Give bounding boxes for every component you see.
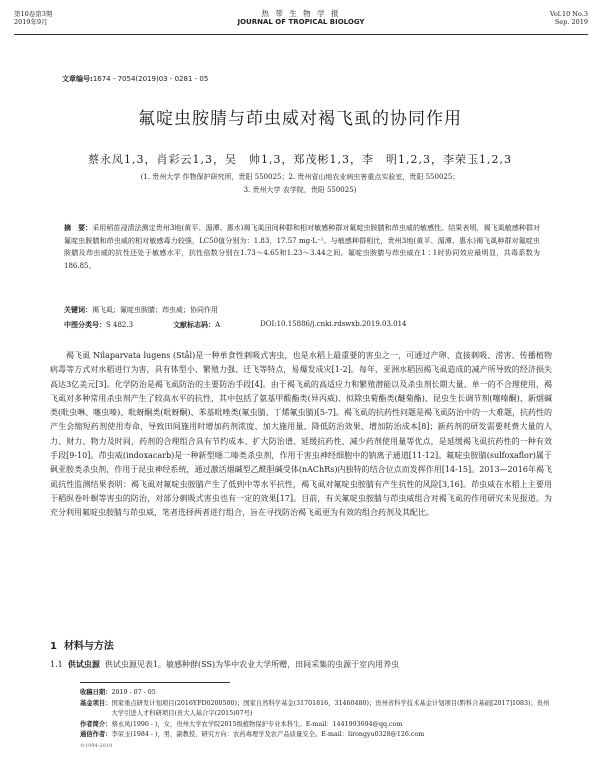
affiliation-line: (1. 贵州大学 作物保护研究所，贵阳 550025；2. 贵州省山地农业病虫害重点实验室，贵阳 550025； — [140, 173, 460, 181]
footnote-row — [80, 720, 552, 731]
footnote-key: 收稿日期： — [80, 689, 112, 696]
date-en: Sep. 2019 — [554, 18, 588, 26]
article-number-label: 文章编号: — [62, 75, 93, 83]
header-right — [550, 10, 588, 26]
footnotes — [80, 688, 552, 752]
affiliations — [0, 171, 600, 197]
volume-en: Vol.10 No.3 — [549, 10, 588, 18]
clc-label: 中图分类号： — [64, 321, 106, 329]
subsection — [50, 659, 552, 670]
footnote-key: 作者简介： — [80, 720, 112, 728]
subsection-number: 1.1 — [50, 660, 63, 669]
affiliation-line: 3. 贵州大学 农学院，贵阳 550025) — [243, 186, 357, 194]
footnote-row — [80, 699, 552, 720]
paper-title: 氟啶虫胺腈与茚虫威对褐飞虱的协同作用 — [138, 109, 462, 129]
subsection-title: 供试虫源 — [67, 660, 100, 669]
abstract-label: 摘 要： — [64, 224, 93, 232]
article-number — [62, 74, 208, 84]
header-rule — [14, 34, 588, 35]
footnote-rule — [80, 682, 230, 683]
footnote-row — [80, 730, 552, 741]
footnote-key: 通信作者： — [80, 731, 112, 739]
journal-name-en: JOURNAL OF TROPICAL BIOLOGY — [237, 18, 365, 26]
abstract — [64, 222, 540, 272]
abstract-text: 采用稻苗浸渍法测定贵州3地(黄平、湄潭、惠水)褐飞虱田间种群和相对敏感种群对氟啶虫胺腈和茚虫威的敏感性。结果表明，褐飞虱敏感种群对氟啶虫胺腈和茚虫威的相对敏感毒力较强，LC50值分别为：1.83，17.57 mg·L⁻¹。与敏感种群相比，贵州3地(黄平、湄潭、惠水)褐飞虱种群对氟啶虫胺腈及茚虫威的抗性还处于敏感水平，抗性倍数分别在1.73～4.65和1.23～3.44之间。氟啶虫胺腈与茚虫威在1∶1时协同效应最明显，共毒系数为186.85。 — [64, 224, 541, 270]
article-number-value: 1674 - 7054(2019)03 - 0281 - 05 — [92, 75, 209, 83]
body-paragraph: 褐飞虱 Nilaparvata lugens (Stål)是一种单食性刺吸式害虫，也是水稻上最重要的害虫之一，可通过产卵、直接刺吸、涝害、传播植物病毒等方式对水稻进行为害，具有体型小、繁殖力强、迁飞等特点，易爆发成灾[1-2]。每年，亚洲水稻因褐飞虱造成的减产所导致的经济损失高达3亿美元[3]。化学防治是褐飞虱防治的主要防治手段[4]。由于褐飞虱的高适应力和繁殖潜能以及杀虫剂长期大量、单一的不合理使用，褐飞虱对多种常用杀虫剂产生了较高水平的抗性，其中包括了氨基甲酸酯类(异丙威)、拟除虫菊酯类(醚菊酯)、昆虫生长调节剂(噻嗪酮)、新烟碱类(吡虫啉、噻虫嗪)、吡蚜酮类(吡蚜酮)、苯基吡唑类(氟虫腈、丁烯氟虫腈)[5-7]。褐飞虱的抗药性问题是褐飞虱防治中的一大难题，抗药性的产生会缩短药剂使用寿命，导致田间施用时增加药剂浓度、加大施用量、降低防治效果、增加防治成本[8]；新药剂的研发需要耗费大量的人力、财力、物力及时间，药剂的合理组合具有节约成本、扩大防治谱、延缓抗药性、减少药剂使用量等优点，是延缓褐飞虱抗药性的一种有效手段[9-10]。茚虫威(indoxacarb)是一种新型噁二嗪类杀虫剂，作用于害虫神经细胞中的钠离子通道[11-12]。氟啶虫胺腈(sulfoxaflor)属于砜亚胺类杀虫剂，作用于昆虫神经系统，通过激活烟碱型乙酰胆碱受体(nAChRs)内独特的结合位点而发挥作用[14-15]。2013—2016年褐飞虱抗性监测结果表明：褐飞虱对氟啶虫胺腈产生了低到中等水平抗性，褐飞虱对氟啶虫胺腈有产生抗性的风险[3,16]。茚虫威在水稻上主要用于稻纵卷叶螟等害虫的防治，对部分刺吸式害虫也有一定的效果[17]。目前，有关氟啶虫胺腈与茚虫威组合对褐飞虱的作用研究未见报道。为充分利用氟啶虫胺腈与茚虫威，笔者选择两者进行组合，旨在寻找防治褐飞虱更为有效的组合药剂及其配比。 — [50, 351, 552, 518]
subsection-text: 供试虫源见表1。敏感种群(SS)为华中农业大学所赠，田间采集的虫源于室内用养虫 — [104, 660, 400, 669]
section-title: 材料与方法 — [63, 641, 114, 652]
clc-value: S 482.3 — [106, 321, 134, 329]
author-list: 蔡永凤1,3，肖彩云1,3，吴 帅1,3，郑茂彬1,3，李 明1,2,3，李荣玉1,2,3 — [88, 153, 512, 166]
running-header — [14, 8, 588, 30]
footnote-value: 李荣玉(1984 - )，男，副教授，研究方向：农药毒理学及农产品质量安全。E-mail：lirongyu0328@126.com — [111, 731, 425, 739]
classification-line — [64, 320, 540, 330]
keywords — [64, 305, 540, 315]
journal-name-cn: 热 带 生 物 学 报 — [261, 9, 341, 18]
footer-tag: ©1994-2019 — [80, 742, 113, 749]
doc-code-label: 文献标志码： — [173, 321, 216, 329]
footnote-value: 2019 - 07 - 05 — [111, 689, 156, 696]
doi: DOI:10.15886/j.cnki.rdswxb.2019.03.014 — [260, 320, 407, 328]
footnote-key: 基金项目： — [80, 699, 112, 707]
keywords-label: 关键词： — [64, 306, 92, 314]
footnote-value: 蔡永凤(1996 - )，女，贵州大学农学院2015级植物保护专业本科生。E-mail：1441993694@qq.com — [111, 720, 403, 728]
doc-code-value: A — [215, 321, 221, 329]
date-cn: 2019年9月 — [14, 18, 48, 26]
header-center — [14, 10, 588, 26]
section-number: 1 — [50, 641, 57, 652]
volume-cn: 第10卷第3期 — [14, 10, 53, 18]
footnote-value: 国家重点研发计划项目(2016YFD0200500)；国家自然科学基金(31701816，31460480)；贵州省科学技术基金计划项目(黔科合基础[2017]1083)；贵州大学引进人才科研项目(贵大人基合字(2015)07号) — [111, 699, 550, 718]
footnote-row — [80, 688, 552, 699]
keywords-text: 褐飞虱；氟啶虫胺腈；茚虫威；协同作用 — [92, 306, 218, 314]
section-heading — [50, 637, 114, 652]
